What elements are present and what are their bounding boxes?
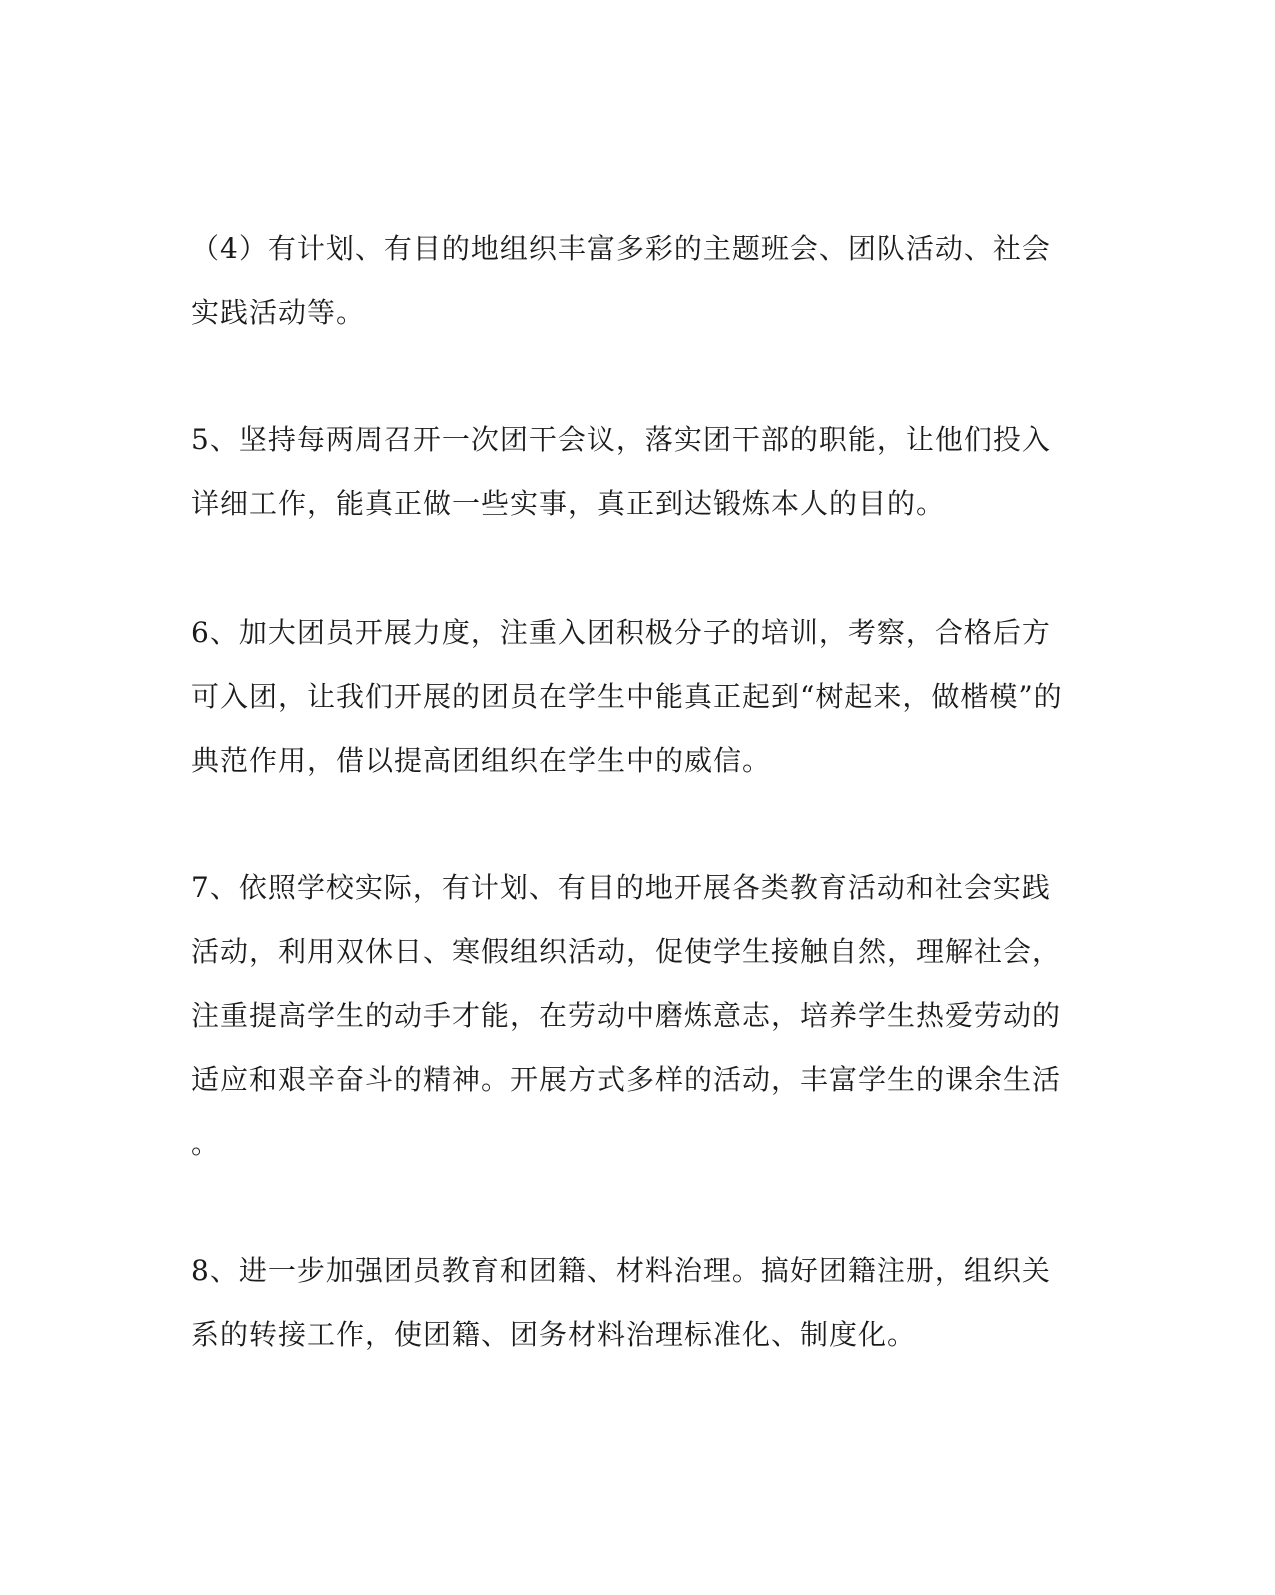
- paragraph-line: 7、依照学校实际，有计划、有目的地开展各类教育活动和社会实践: [191, 871, 1051, 904]
- paragraph-line: 系的转接工作，使团籍、团务材料治理标准化、制度化。: [191, 1318, 917, 1351]
- paragraph-item-6: [191, 601, 1061, 793]
- paragraph-item-5: [191, 408, 1061, 536]
- paragraph-line: 6、加大团员开展力度，注重入团积极分子的培训，考察，合格后方: [191, 616, 1051, 649]
- paragraph-item-8: [191, 1239, 1061, 1367]
- paragraph-line: 8、进一步加强团员教育和团籍、材料治理。搞好团籍注册，组织关: [191, 1254, 1051, 1287]
- paragraph-item-4: [191, 217, 1061, 345]
- paragraph-line: 详细工作，能真正做一些实事，真正到达锻炼本人的目的。: [191, 487, 946, 520]
- paragraph-line: 典范作用，借以提高团组织在学生中的威信。: [191, 744, 772, 777]
- paragraph-line: 5、坚持每两周召开一次团干会议，落实团干部的职能，让他们投入: [191, 423, 1051, 456]
- paragraph-line: 注重提高学生的动手才能，在劳动中磨炼意志，培养学生热爱劳动的: [191, 999, 1062, 1032]
- paragraph-line: 。: [191, 1127, 221, 1160]
- paragraph-line: 实践活动等。: [191, 296, 366, 329]
- paragraph-item-7: [191, 856, 1061, 1176]
- paragraph-line: 可入团，让我们开展的团员在学生中能真正起到“树起来，做楷模”的: [191, 680, 1063, 713]
- paragraph-line: 活动，利用双休日、寒假组织活动，促使学生接触自然，理解社会，: [191, 935, 1062, 968]
- paragraph-line: 适应和艰辛奋斗的精神。开展方式多样的活动，丰富学生的课余生活: [191, 1063, 1062, 1096]
- paragraph-line: （4）有计划、有目的地组织丰富多彩的主题班会、团队活动、社会: [191, 232, 1051, 265]
